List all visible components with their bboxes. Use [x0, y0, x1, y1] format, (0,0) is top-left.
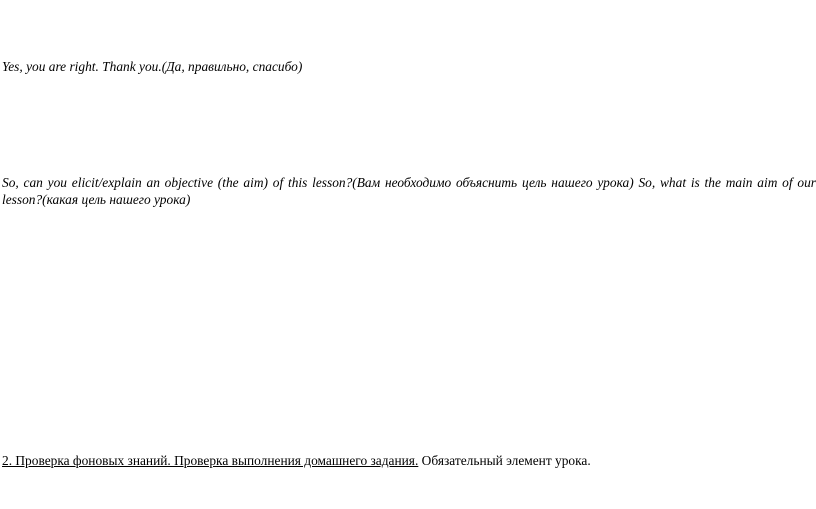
- section-heading-underlined: 2. Проверка фоновых знаний. Проверка выполнения домашнего задания.: [2, 453, 419, 468]
- teacher-reply-text: Yes, you are right. Thank you.(Да, правильно, спасибо): [2, 59, 303, 74]
- section-heading-note: Обязательный элемент урока.: [418, 453, 591, 468]
- section-heading-background-knowledge: [2, 452, 814, 469]
- lesson-objective-question: So, can you elicit/explain an objective (the aim) of this lesson?(Вам необходимо объяснить цель нашего урока) So, what is the main aim of our lesson?(какая цель нашего урока): [2, 175, 816, 207]
